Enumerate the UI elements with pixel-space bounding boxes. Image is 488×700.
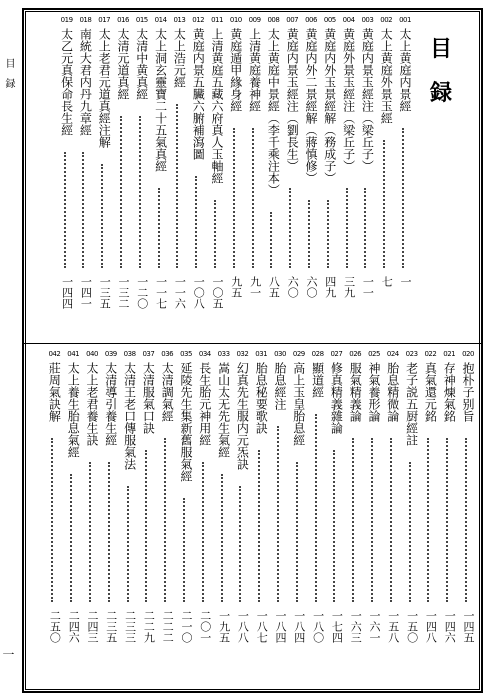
entry-title: 太上老君元道真經注解 [97,28,112,148]
entry-title: 黄庭内外二景經解（蔣慎修） [304,28,318,184]
entry-title: 太上黄庭内景經 [398,28,412,112]
leader-dots [402,128,404,268]
entry-page: 一八四 [292,610,306,643]
entry-number: 020 [462,350,474,358]
toc-entry [347,348,363,663]
toc-entry [159,348,175,663]
entry-number: 015 [135,16,148,24]
entry-title: 黄庭内景五臟六腑補瀉圖 [191,28,206,160]
entry-number: 008 [267,16,280,24]
contents-frame [22,8,483,693]
entry-number: 021 [443,350,456,358]
leader-dots [258,450,260,602]
leader-dots [333,450,335,602]
entry-page: 一八四 [274,610,287,643]
leader-dots [252,128,254,268]
entry-title: 幻真先生服内元炁訣 [235,362,250,470]
entry-number: 042 [48,350,61,358]
entry-page: 四九 [323,276,337,298]
leader-dots [70,474,72,602]
entry-page: 二二二 [161,610,175,643]
entry-number: 006 [305,16,317,24]
toc-entry [422,348,438,663]
toc-entry [140,348,156,663]
entry-page: 二一〇 [180,610,193,643]
entry-title: 太清導引養生經 [103,362,118,446]
heading-char-top: 目 [430,36,453,62]
toc-entry [46,348,62,663]
entry-title: 上清黄庭養神經 [247,28,262,112]
entry-page: 一三二 [117,276,130,309]
entry-page: 二二九 [142,610,156,643]
entry-page: 三九 [342,276,356,298]
entry-title: 上清黄庭五藏六府真人玉軸經 [210,28,224,184]
toc-entry [284,14,300,329]
entry-number: 035 [180,350,192,358]
entry-number: 001 [399,16,411,24]
entry-number: 007 [286,16,299,24]
entry-page: 一七四 [330,610,344,643]
entry-number: 038 [123,350,136,358]
toc-entry [103,348,119,663]
side-section-title: 目録 [3,58,14,98]
entry-title: 太上老君養生訣 [85,362,99,446]
toc-entry [378,14,394,329]
entry-number: 037 [142,350,155,358]
entry-number: 017 [98,16,111,24]
entry-number: 033 [217,350,230,358]
entry-number: 041 [67,350,80,358]
entry-number: 016 [117,16,129,24]
entry-title: 老子説五厨經註 [404,362,419,446]
entry-page: 一一 [361,276,375,298]
entry-number: 014 [154,16,167,24]
entry-page: 一六三 [349,610,363,643]
leader-dots [176,104,178,268]
entry-page: 一九五 [217,610,231,643]
entry-page: 九五 [229,276,243,298]
toc-entry [171,14,187,329]
leader-dots [183,498,185,602]
toc-entry [441,348,457,663]
leader-dots [233,128,235,268]
entry-page: 二三三 [123,610,137,643]
leader-dots [364,188,366,268]
toc-entry [291,348,307,663]
toc-entry [209,14,225,329]
leader-dots [89,462,91,602]
entry-page: 一八八 [236,610,250,643]
toc-entry [197,348,213,663]
entry-title: 修真精義雜論 [329,362,344,434]
entry-page: 六〇 [286,276,300,298]
toc-entry [366,348,382,663]
entry-number: 010 [229,16,242,24]
entry-number: 011 [211,16,223,24]
entry-title: 太上洞玄靈寶二十五氣真經 [153,28,168,172]
leader-dots [409,462,411,602]
entry-number: 019 [60,16,73,24]
leader-dots [64,152,66,268]
entry-number: 039 [104,350,117,358]
entry-number: 025 [368,350,380,358]
entry-page: 一六一 [368,610,381,643]
entry-title: 黄庭外景玉經注（梁丘子） [341,28,356,172]
entry-page: 一五八 [386,610,400,643]
toc-entry [359,14,375,329]
leader-dots [346,188,348,268]
entry-title: 嵩山太无先生氣經 [216,362,231,458]
entry-number: 032 [236,350,249,358]
entry-number: 027 [330,350,343,358]
leader-dots [446,438,448,602]
toc-entry [115,14,131,329]
toc-entry [134,14,150,329]
entry-page: 一四六 [443,610,457,643]
entry-page: 一三五 [98,276,112,309]
toc-entry [404,348,420,663]
leader-dots [164,438,166,602]
entry-number: 030 [274,350,286,358]
leader-dots [202,462,204,602]
leader-dots [239,486,241,602]
toc-entry [310,348,326,663]
toc-entry [190,14,206,329]
entry-title: 太清服氣口訣 [141,362,156,434]
entry-page: 一 [399,276,412,287]
toc-entry [59,14,75,329]
entry-page: 一四八 [424,610,438,643]
entry-number: 040 [86,350,98,358]
leader-dots [270,212,272,268]
entry-title: 太上黄庭外景玉經 [379,28,394,124]
entry-title: 長生胎元神用經 [197,362,212,446]
entry-number: 009 [248,16,261,24]
entry-title: 胎息經注 [273,362,287,410]
entry-page: 一五〇 [405,610,419,643]
leader-dots [120,116,122,268]
toc-entry [253,348,269,663]
entry-title: 太乙元真保命長生經 [59,28,74,136]
entry-number: 024 [386,350,399,358]
entry-title: 黄庭内景玉經注（梁丘子） [360,28,375,172]
entry-number: 031 [255,350,268,358]
entry-page: 七 [380,276,394,287]
leader-dots [383,140,385,268]
entry-title: 顯道經 [310,362,325,398]
entry-title: 服氣精義論 [348,362,363,422]
leader-dots [158,188,160,268]
toc-entry [228,14,244,329]
toc-entry [265,14,281,329]
entry-number: 036 [161,350,174,358]
entry-number: 003 [361,16,374,24]
entry-number: 026 [349,350,362,358]
entry-number: 029 [292,350,305,358]
toc-entry [328,348,344,663]
entry-page: 九一 [248,276,262,298]
entry-title: 太上黄庭中景經（李千乘注本） [266,28,281,196]
heading-char-bottom: 録 [430,80,453,106]
entry-title: 抱朴子别旨 [461,362,475,422]
leader-dots [221,474,223,602]
leader-dots [465,438,467,602]
leader-dots [371,438,373,602]
toc-entry [303,14,319,329]
entry-title: 太上養生胎息氣經 [66,362,81,458]
entry-title: 存神煉氣銘 [442,362,457,422]
entry-title: 延陵先生集新舊服氣經 [179,362,193,482]
leader-dots [327,200,329,268]
toc-entry [216,348,232,663]
toc-entry [122,348,138,663]
leader-dots [139,116,141,268]
row-divider [24,343,481,344]
toc-entry [178,348,194,663]
toc-entry [385,348,401,663]
leader-dots [195,176,197,268]
entry-number: 018 [79,16,92,24]
entry-title: 太清王老口傳服氣法 [122,362,137,470]
entry-page: 一四一 [79,276,93,309]
entry-page: 一〇八 [192,276,206,309]
entry-title: 太清調氣經 [160,362,175,422]
toc-entry [322,14,338,329]
entry-number: 023 [405,350,418,358]
leader-dots [390,438,392,602]
entry-page: 六〇 [305,276,318,298]
toc-entry [84,348,100,663]
entry-number: 022 [424,350,437,358]
entry-title: 真氣還元銘 [423,362,438,422]
contents-heading [422,32,472,112]
toc-entry [247,14,263,329]
entry-page: 一四四 [60,276,74,309]
entry-page: 一八七 [255,610,269,643]
entry-title: 太清中黄真經 [134,28,149,100]
entry-title: 黄庭内景玉經注（劉長生） [285,28,300,172]
entry-page: 二五〇 [48,610,62,643]
entry-page: 一一七 [154,276,168,309]
entry-number: 005 [323,16,336,24]
entry-title: 胎息精微論 [385,362,400,422]
entry-number: 028 [311,350,324,358]
leader-dots [296,462,298,602]
entry-page: 二四六 [67,610,81,643]
leader-dots [315,414,317,602]
leader-dots [214,200,216,268]
entry-number: 034 [198,350,211,358]
side-page-number: 一 [1,648,15,660]
leader-dots [108,462,110,602]
leader-dots [427,438,429,602]
toc-entry [397,14,413,329]
leader-dots [352,438,354,602]
entry-page: 一八〇 [311,610,325,643]
entry-number: 013 [173,16,186,24]
entry-page: 二三五 [104,610,118,643]
leader-dots [82,152,84,268]
entry-title: 太上浩元經 [172,28,187,88]
toc-entry [77,14,93,329]
leader-dots [277,426,279,602]
entry-title: 南統大君内丹九章經 [78,28,93,136]
toc-entry [65,348,81,663]
entry-title: 黄庭内外玉景經解（務成子） [322,28,337,184]
entry-title: 太清元道真經 [116,28,130,100]
entry-page: 二四三 [86,610,99,643]
leader-dots [145,450,147,602]
toc-entry [96,14,112,329]
toc-entry [341,14,357,329]
entry-page: 八五 [267,276,281,298]
toc-entry [272,348,288,663]
leader-dots [127,486,129,602]
toc-entry [153,14,169,329]
entry-page: 一〇五 [211,276,224,309]
entry-page: 二〇一 [198,610,212,643]
leader-dots [101,164,103,268]
entry-title: 高上玉皇胎息經 [291,362,306,446]
entry-title: 神氣養形論 [367,362,381,422]
toc-entry [234,348,250,663]
leader-dots [289,188,291,268]
entry-number: 004 [342,16,355,24]
entry-page: 一四五 [462,610,475,643]
entry-page: 一一六 [173,276,187,309]
entry-title: 胎息秘要歌訣 [254,362,269,434]
entry-title: 莊周氣訣解 [47,362,62,422]
entry-number: 012 [192,16,205,24]
entry-number: 002 [380,16,393,24]
leader-dots [51,438,53,602]
leader-dots [308,200,310,268]
entry-title: 黄庭遁甲緣身經 [228,28,243,112]
entry-page: 一二〇 [135,276,149,309]
toc-entry [460,348,476,663]
